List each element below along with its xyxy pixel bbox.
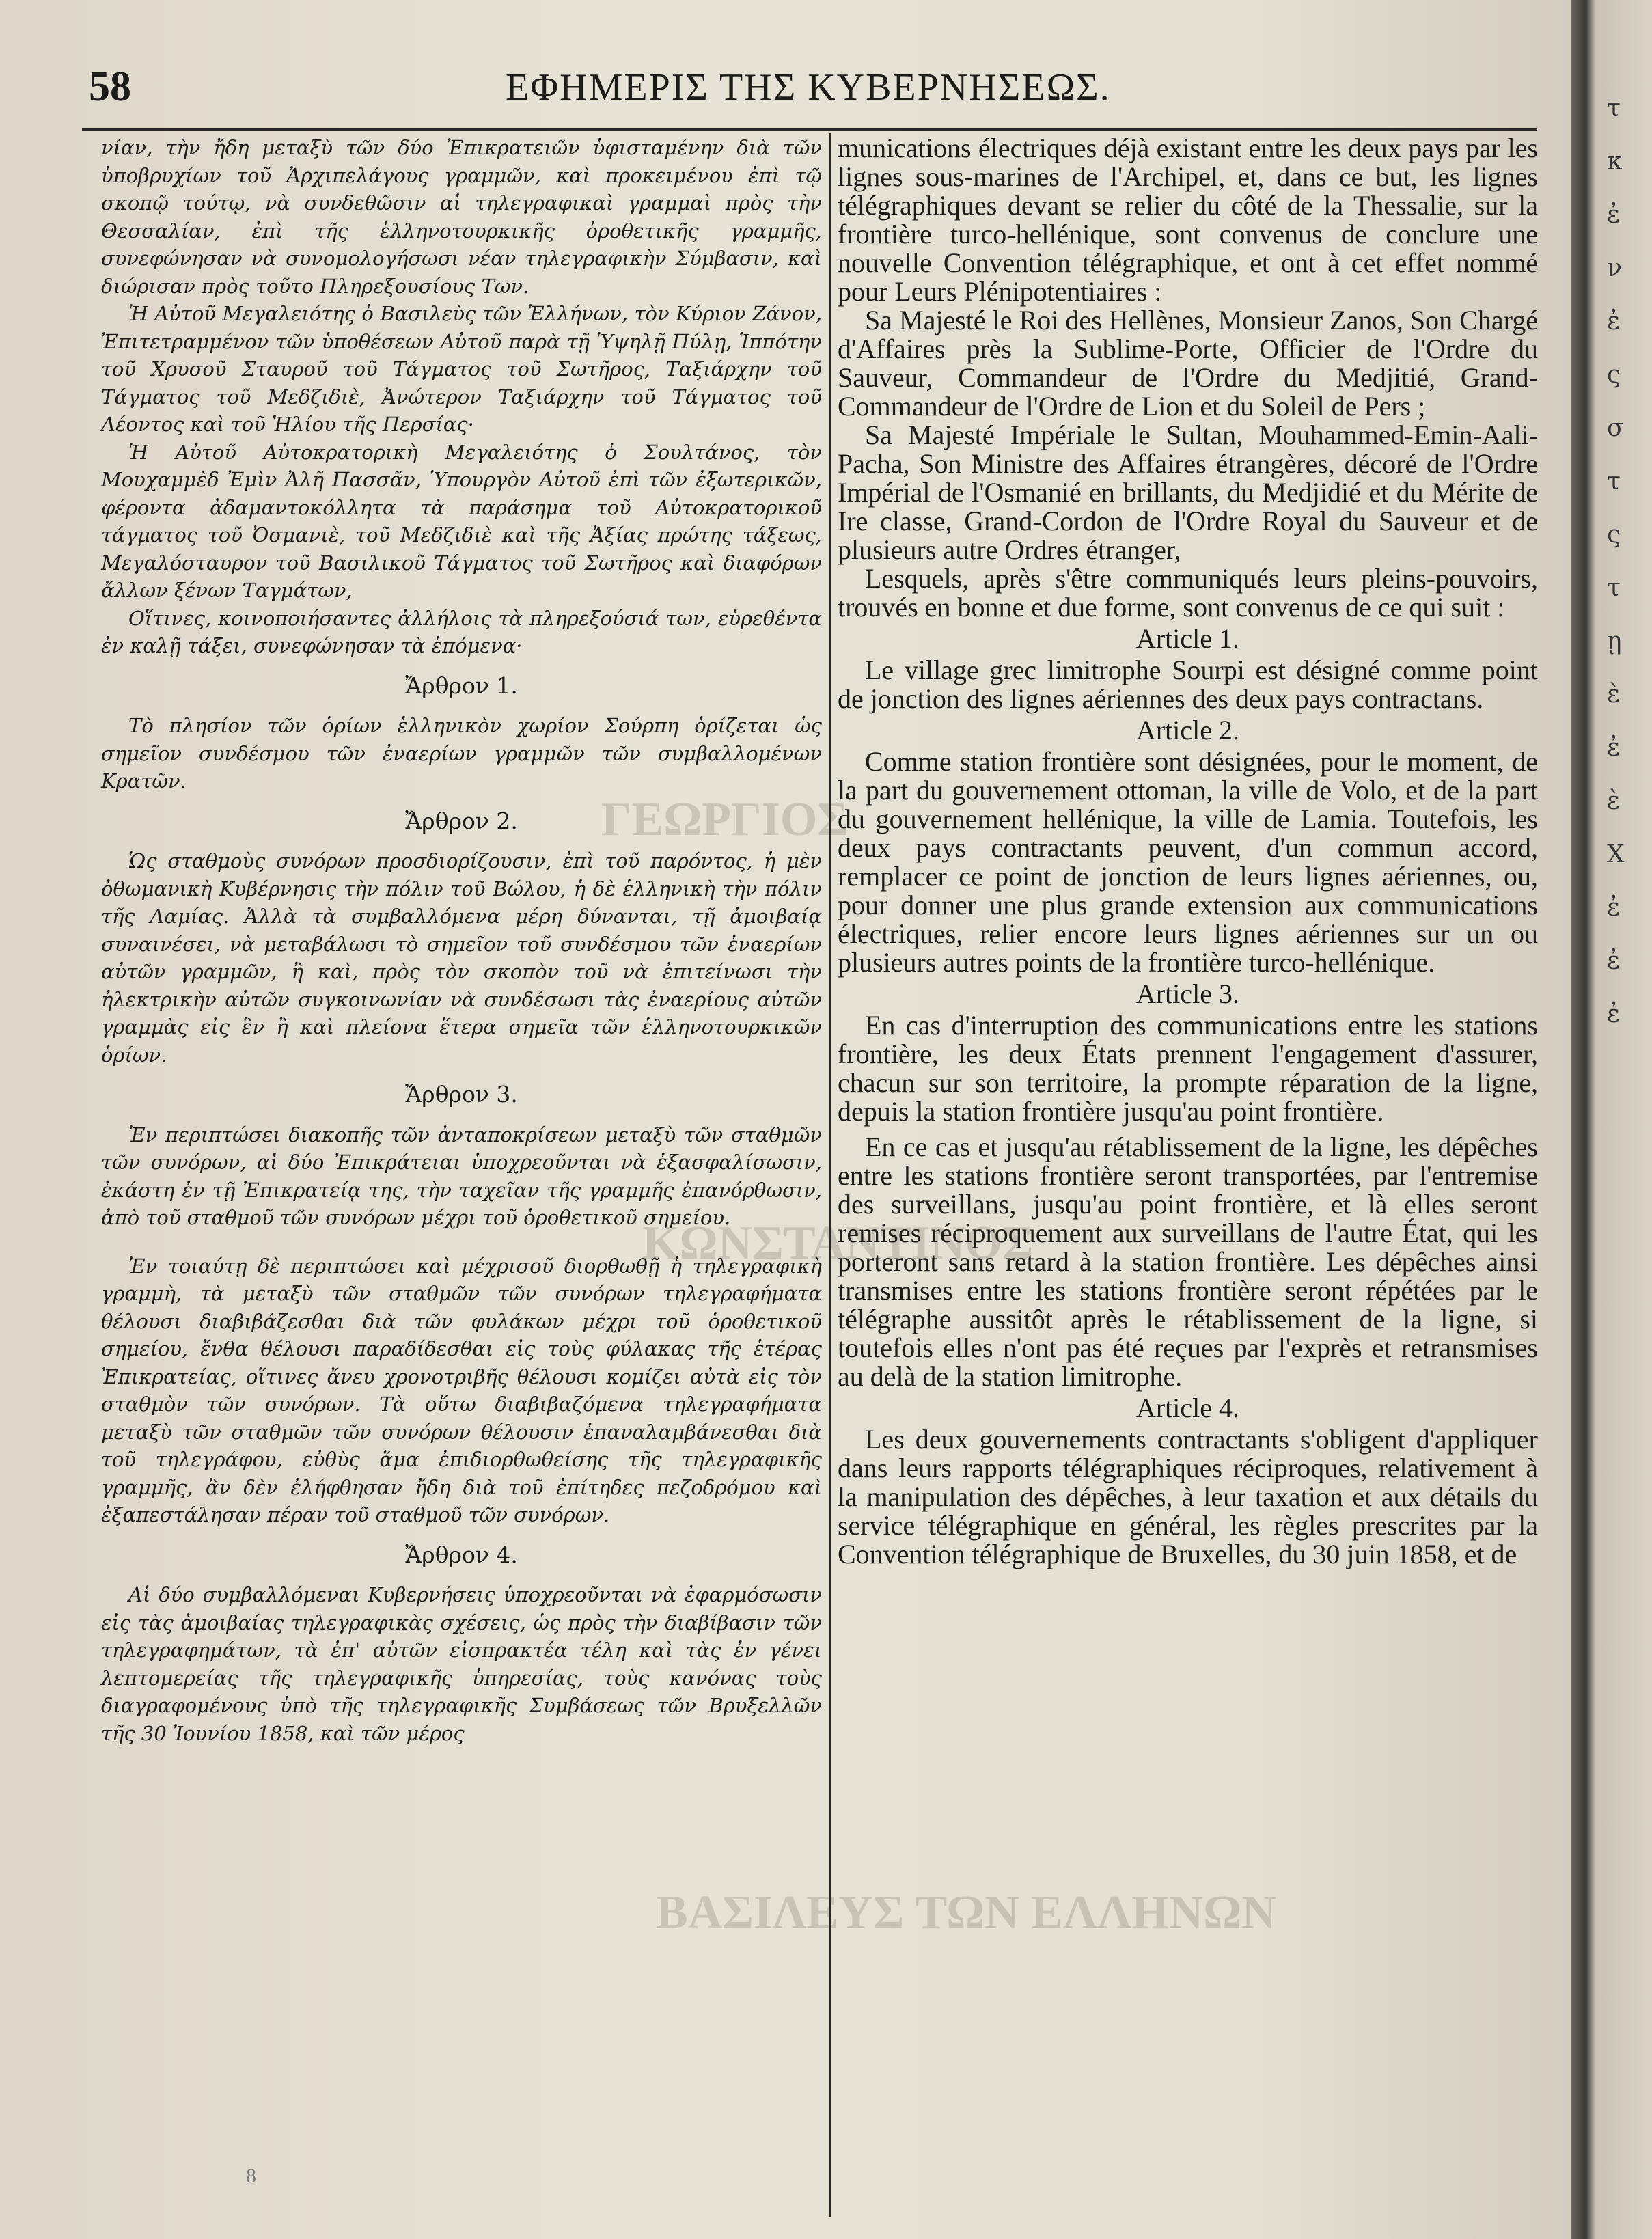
gutter-fragment: ν xyxy=(1607,254,1622,282)
greek-article-1-heading: Ἄρθρον 1. xyxy=(405,672,518,699)
french-article-2-heading: Article 2. xyxy=(1135,715,1240,745)
gutter-fragment: ἐ xyxy=(1607,734,1621,762)
french-plenipotentiary-greece: Sa Majesté le Roi des Hellènes, Monsieur Zanos, Son Chargé d'Affaires près la Sublime-Porte, Officier de l'Ordre du Sauveur, Commandeur de l'Ordre du Medjitié, Grand-Commandeur de l'Ordre de Lion et du Soleil de Pers ; xyxy=(838,305,1538,422)
french-plenipotentiary-sultan: Sa Majesté Impériale le Sultan, Mouhammed-Emin-Aali-Pacha, Son Ministre des Affaires étrangères, décoré de l'Ordre Impérial de l'Osmanié en brillants, du Medjidié et du Mérite de Ire classe, Grand-Cordon de l'Ordre Royal du Sauveur et de plusieurs autre Ordres étranger, xyxy=(838,420,1538,565)
greek-article-4-heading: Ἄρθρον 4. xyxy=(405,1541,518,1568)
gutter-fragment: ὲ xyxy=(1607,681,1621,709)
gutter-fragment: τ xyxy=(1607,467,1621,495)
gutter-fragment: ῃ xyxy=(1607,627,1622,655)
greek-article-1: Τὸ πλησίον τῶν ὁρίων ἑλληνικὸν χωρίον Σούρπη ὁρίζεται ὡς σημεῖον συνδέσμου τῶν ἐναερίων γραμμῶν τῶν συμβαλλομένων Κρατῶν. xyxy=(101,714,822,793)
french-article-3-heading: Article 3. xyxy=(1135,978,1240,1009)
gutter-fragment: ς xyxy=(1607,521,1621,549)
french-article-3a: En cas d'interruption des communications entre les stations frontière, les deux États prennent l'engagement d'assurer, chacun sur son territoire, la prompte réparation de la ligne, depuis la station frontière jusqu'au point frontière. xyxy=(838,1010,1538,1127)
gutter-fragment: ἐ xyxy=(1607,201,1621,229)
facing-page-fragments xyxy=(1607,82,1648,1041)
gutter-fragment: Χ xyxy=(1607,840,1625,868)
book-gutter xyxy=(1571,0,1652,2239)
gutter-fragment: ἐ xyxy=(1607,894,1621,922)
bleed-through-shadow: ΓΕΩΡΓΙΟΣ xyxy=(601,793,849,846)
french-article-3b: En ce cas et jusqu'au rétablissement de la ligne, les dépêches entre les stations frontière seront transportées, par l'entremise des surveillans, jusqu'au point frontière, et là elles seront remises réciproquement aux surveillans de l'autre État, qui les porteront sans retard à la station frontière. Les dépêches ainsi transmises entre les stations frontière seront répétées par le télégraphe aussitôt après le rétablissement de la ligne, si toutefois elles n'ont pas été reçues par l'exprès et retransmises au delà de la station limitrophe. xyxy=(838,1131,1538,1392)
header-rule xyxy=(82,128,1537,131)
gutter-fragment: κ xyxy=(1607,148,1623,176)
gutter-fragment: ἐ xyxy=(1607,1000,1621,1028)
gutter-fragment: σ xyxy=(1607,414,1624,442)
french-article-1: Le village grec limitrophe Sourpi est désigné comme point de jonction des lignes aériennes des deux pays contractans. xyxy=(838,655,1538,714)
gutter-fragment: ἐ xyxy=(1607,307,1621,335)
french-article-2: Comme station frontière sont désignées, pour le moment, de la part du gouvernement ottoman, la ville de Volo, et de la part du gouvernement hellénique, la ville de Lamia. Toutefois, les deux pays contractants peuvent, d'un commun accord, remplacer ce point de jonction de leurs lignes aériennes, ou, pour donner une plus grande extension aux communications électriques, relier encore leurs lignes aériennes sur un ou plusieurs autres points de la frontière turco-hellénique. xyxy=(838,746,1538,978)
french-intro: munications électriques déjà existant entre les deux pays par les lignes sous-marines de l'Archipel, et, dans ce but, les lignes télégraphiques devant se relier du côté de la Thessalie, sur la frontière turco-hellénique, sont convenus de conclure une nouvelle Convention télégraphique, et ont à cet effet nommé pour Leurs Plénipotentiaires : xyxy=(838,133,1538,307)
french-column xyxy=(838,134,1538,1569)
footer-mark: 8 xyxy=(246,2165,256,2187)
bleed-through-shadow: ΒΑΣΙΛΕΥΣ ΤΩΝ ΕΛΛΗΝΩΝ xyxy=(656,1886,1276,1939)
french-article-4: Les deux gouvernements contractants s'obligent d'appliquer dans leurs rapports télégraphiques réciproques, relativement à la manipulation des dépêches, à leur taxation et aux détails du service télégraphique en général, les règles prescrites par la Convention télégraphique de Bruxelles, du 30 juin 1858, et de xyxy=(838,1424,1538,1569)
gutter-fragment: ς xyxy=(1607,361,1621,389)
greek-agreement: Οἵτινες, κοινοποιήσαντες ἀλλήλοις τὰ πληρεξούσιά των, εὑρεθέντα ἐν καλῇ τάξει, συνεφώνησαν τὰ ἑπόμενα· xyxy=(101,606,822,657)
greek-article-2-heading: Ἄρθρον 2. xyxy=(405,807,518,834)
french-agreement: Lesquels, après s'être communiqués leurs pleins-pouvoirs, trouvés en bonne et due forme, sont convenus de ce qui suit : xyxy=(838,563,1538,622)
greek-plenipotentiary-greece: Ἡ Αὐτοῦ Μεγαλειότης ὁ Βασιλεὺς τῶν Ἑλλήνων, τὸν Κύριον Ζάνον, Ἐπιτετραμμένον τῶν ὑποθέσεων Αὐτοῦ παρὰ τῇ Ὑψηλῇ Πύλῃ, Ἱππότην τοῦ Χρυσοῦ Σταυροῦ τοῦ Τάγματος τοῦ Σωτῆρος, Ταξιάρχην τοῦ Τάγματος τοῦ Μεδζιδιὲ, Ἀνώτερον Ταξιάρχην τοῦ Τάγματος τοῦ Λέοντος καὶ τοῦ Ἡλίου τῆς Περσίας· xyxy=(101,302,822,436)
gutter-fragment: τ xyxy=(1607,574,1621,602)
greek-article-3b: Ἐν τοιαύτῃ δὲ περιπτώσει καὶ μέχρισοῦ διορθωθῇ ἡ τηλεγραφικὴ γραμμὴ, τὰ μεταξὺ τῶν σταθμῶν τῶν συνόρων τηλεγραφήματα θέλουσι διαβιβάζεσθαι διὰ τῶν φυλάκων μέχρι τοῦ ὁροθετικοῦ σημείου, ἔνθα θέλουσι παραδίδεσθαι εἰς τοὺς φύλακας τῆς ἑτέρας Ἐπικρατείας, οἵτινες ἄνευ χρονοτριβῆς θέλουσι κομίζει αὐτὰ εἰς τὸν σταθμὸν τῶν συνόρων. Τὰ οὕτω διαβιβαζόμενα τηλεγραφήματα μεταξὺ τῶν σταθμῶν τῶν συνόρων θέλουσιν ἐπαναλαμβάνεσθαι διὰ τοῦ τηλεγράφου, εὐθὺς ἅμα ἐπιδιορθωθείσης τῆς τηλεγραφικῆς γραμμῆς, ἂν δὲν ἐλήφθησαν ἤδη διὰ τοῦ ἐπίτηδες πεζοδρόμου καὶ ἐξαπεστάλησαν πέραν τοῦ σταθμοῦ τῶν συνόρων. xyxy=(101,1254,822,1526)
bleed-through-shadow: ΚΩΝΣΤΑΝΤΙΝΟΣ xyxy=(642,1217,1034,1269)
greek-article-3a: Ἐν περιπτώσει διακοπῆς τῶν ἀνταποκρίσεων μεταξὺ τῶν σταθμῶν τῶν συνόρων, αἱ δύο Ἐπικράτειαι ὑποχρεοῦνται νὰ ἐξασφαλίσωσιν, ἑκάστη ἐν τῇ Ἐπικρατείᾳ της, τὴν ταχεῖαν τῆς γραμμῆς ἐπανόρθωσιν, ἀπὸ τοῦ σταθμοῦ τῶν συνόρων μέχρι τοῦ ὁροθετικοῦ σημείου. xyxy=(101,1123,822,1229)
page-number: 58 xyxy=(89,64,131,110)
gutter-fragment: ὲ xyxy=(1607,787,1621,815)
gutter-fragment: ἐ xyxy=(1607,947,1621,975)
greek-article-2: Ὡς σταθμοὺς συνόρων προσδιορίζουσιν, ἐπὶ τοῦ παρόντος, ἡ μὲν ὀθωμανικὴ Κυβέρνησις τὴν πόλιν τοῦ Βώλου, ἡ δὲ ἑλληνικὴ τὴν πόλιν τῆς Λαμίας. Ἀλλὰ τὰ συμβαλλόμενα μέρη δύνανται, τῇ ἀμοιβαίᾳ συναινέσει, νὰ μεταβάλωσι τὸ σημεῖον τοῦ συνδέσμου τῶν ἐναερίων αὐτῶν γραμμῶν, ἢ καὶ, πρὸς τὸν σκοπὸν τοῦ νὰ ἐπιτείνωσι τὴν ἠλεκτρικὴν αὐτῶν συγκοινωνίαν νὰ συνδέσωσι τὰς ἐναερίους αὐτῶν γραμμὰς εἰς ἓν ἢ καὶ πλείονα ἕτερα σημεῖα τῶν ἑλληνοτουρκικῶν ὁρίων. xyxy=(101,849,822,1067)
french-article-4-heading: Article 4. xyxy=(1135,1392,1240,1423)
greek-article-4: Αἱ δύο συμβαλλόμεναι Κυβερνήσεις ὑποχρεοῦνται νὰ ἐφαρμόσωσιν εἰς τὰς ἀμοιβαίας τηλεγραφικὰς σχέσεις, ὡς πρὸς τὴν διαβίβασιν τῶν τηλεγραφημάτων, τὰ ἐπ' αὐτῶν εἰσπρακτέα τέλη καὶ τὰς ἐν γένει λεπτομερείας τῆς τηλεγραφικῆς ὑπηρεσίας, τοὺς κανόνας τοὺς διαγραφομένους ὑπὸ τῆς τηλεγραφικῆς Συμβάσεως τῶν Βρυξελλῶν τῆς 30 Ἰουνίου 1858, καὶ τῶν μέρος xyxy=(101,1583,822,1745)
french-article-1-heading: Article 1. xyxy=(1135,623,1240,654)
greek-column xyxy=(101,134,822,1747)
greek-plenipotentiary-sultan: Ἡ Αὐτοῦ Αὐτοκρατορικὴ Μεγαλειότης ὁ Σουλτάνος, τὸν Μουχαμμὲδ Ἐμὶν Ἀλῆ Πασσᾶν, Ὑπουργὸν Αὐτοῦ ἐπὶ τῶν ἐξωτερικῶν, φέροντα ἀδαμαντοκόλλητα τὰ παράσημα τοῦ Αὐτοκρατορικοῦ τάγματος τοῦ Ὀσμανιὲ, τοῦ Μεδζιδιὲ καὶ τῆς Ἀξίας πρώτης τάξεως, Μεγαλόσταυρον τοῦ Βασιλικοῦ Τάγματος τοῦ Σωτῆρος καὶ διαφόρων ἄλλων ξένων Ταγμάτων, xyxy=(101,440,822,602)
column-divider xyxy=(829,133,831,2217)
gutter-fragment: τ xyxy=(1607,94,1621,122)
greek-article-3-heading: Ἄρθρον 3. xyxy=(405,1081,518,1108)
greek-intro: νίαν, τὴν ἤδη μεταξὺ τῶν δύο Ἐπικρατειῶν ὑφισταμένην διὰ τῶν ὑποβρυχίων τοῦ Ἀρχιπελάγους γραμμῶν, καὶ προκειμένου ἐπὶ τῷ σκοπῷ τούτῳ, νὰ συνδεθῶσιν αἱ τηλεγραφικαὶ γραμμαὶ πρὸς τὴν Θεσσαλίαν, ἐπὶ τῆς ἑλληνοτουρκικῆς ὁροθετικῆς γραμμῆς, συνεφώνησαν νὰ συνομολογήσωσι νέαν τηλεγραφικὴν Σύμβασιν, καὶ διώρισαν πρὸς τοῦτο Πληρεξουσίους Των. xyxy=(101,136,822,298)
page-header-title: ΕΦΗΜΕΡΙΣ ΤΗΣ ΚΥΒΕΡΝΗΣΕΩΣ. xyxy=(506,66,1111,109)
